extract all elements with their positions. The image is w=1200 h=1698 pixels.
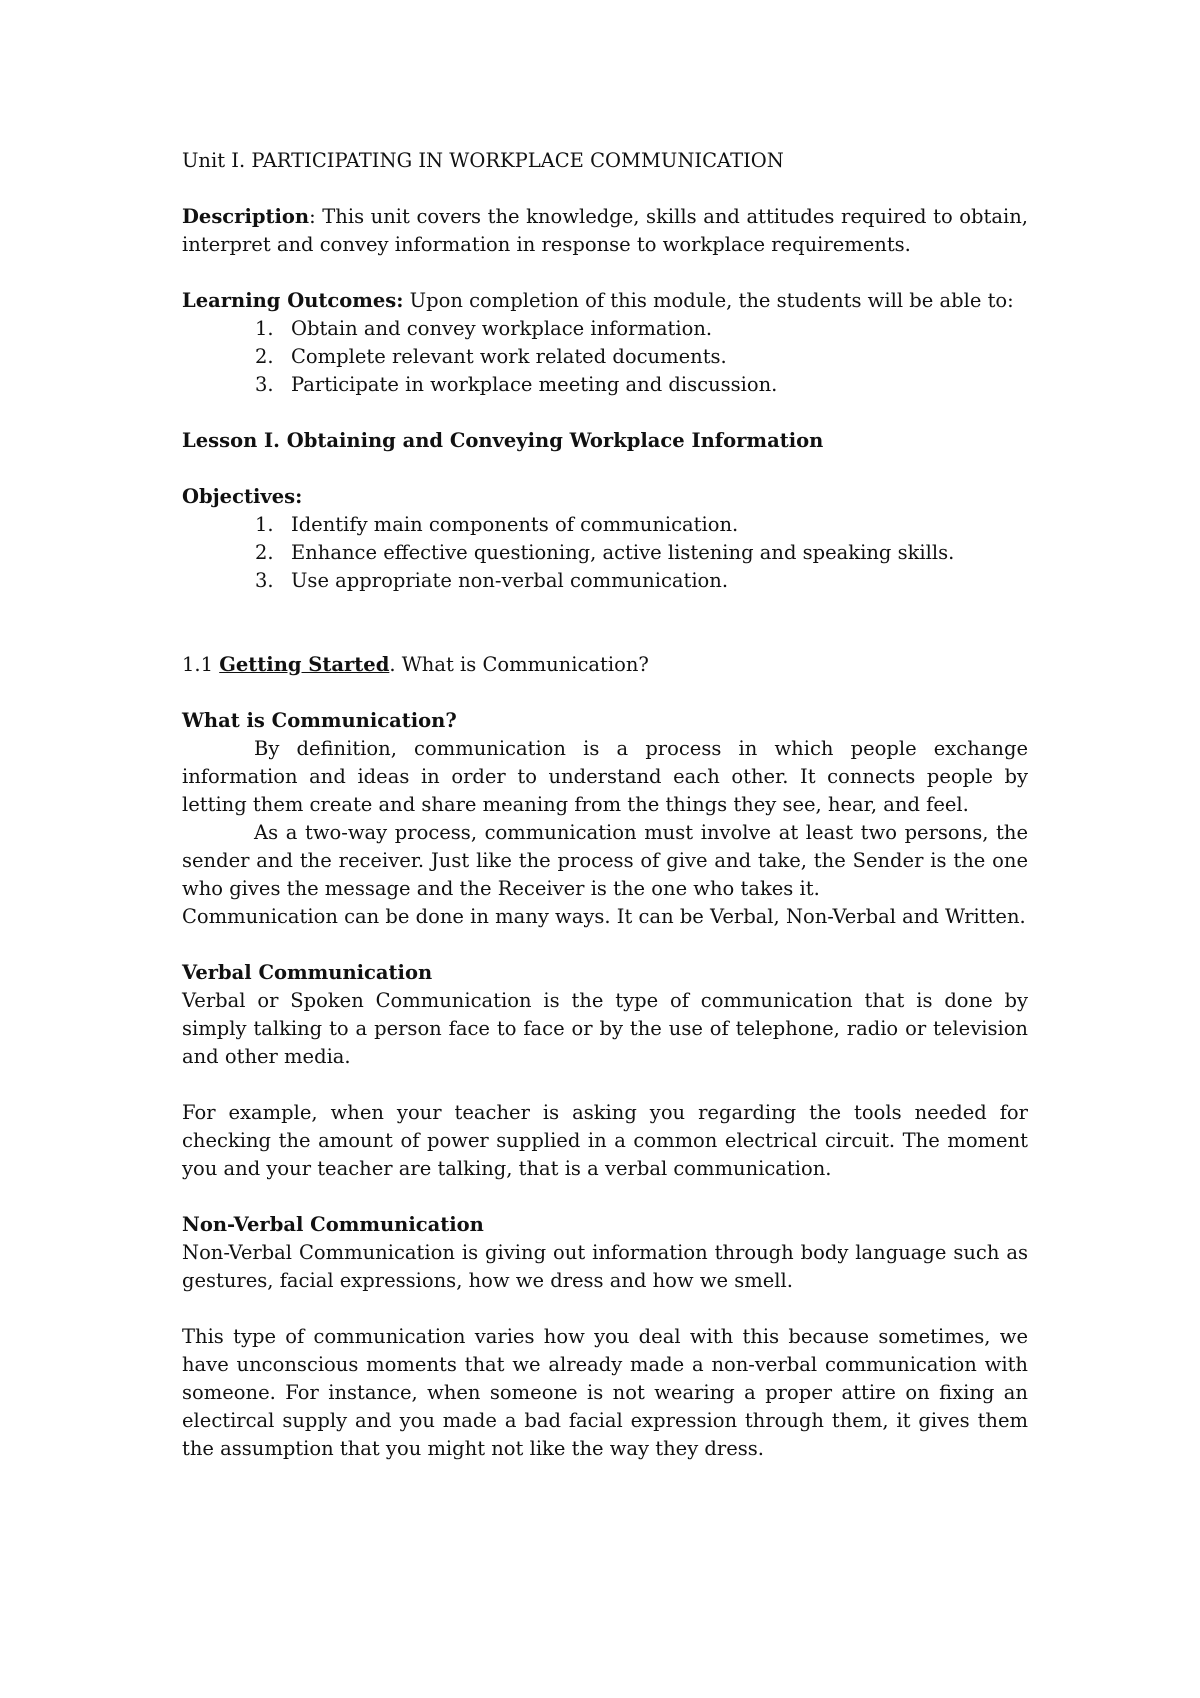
definition-paragraph: By definition, communication is a process in which people exchange information and ideas in order to understand each other. It connects people by letting them create and share meaning from the things they see, hear, and feel. [182,737,1028,816]
communication-ways-paragraph: Communication can be done in many ways. It can be Verbal, Non-Verbal and Written. [182,905,1026,928]
description-label: Description [182,205,310,228]
objectives-label: Objectives: [182,485,303,508]
list-item [182,343,1028,371]
list-item [182,539,1028,567]
learning-outcomes-intro [182,287,1028,315]
list-number: 3. [255,569,274,592]
list-item [182,315,1028,343]
getting-started-label: Getting Started [219,653,390,676]
description-text: : This unit covers the knowledge, skills and attitudes required to obtain, interpret and convey information in response to workplace requirements. [182,205,1028,256]
list-item-text: Participate in workplace meeting and discussion. [291,373,778,396]
two-way-process-paragraph: As a two-way process, communication must involve at least two persons, the sender and the receiver. Just like the process of give and take, the Sender is the one who gives the message and the Receiver is the one who takes it. [182,821,1028,900]
list-item [182,511,1028,539]
section-number: 1.1 [182,653,220,676]
nonverbal-example-paragraph: This type of communication varies how you deal with this because sometimes, we have unconscious moments that we already made a non-verbal communication with someone. For instance, when someone is not wearing a proper attire on fixing an electircal supply and you made a bad facial expression through them, it gives them the assumption that you might not like the way they dress. [182,1325,1028,1460]
nonverbal-definition-paragraph: Non-Verbal Communication is giving out information through body language such as gestures, facial expressions, how we dress and how we smell. [182,1241,1028,1292]
list-number: 1. [255,317,274,340]
objectives-list [182,511,1028,595]
description-paragraph [182,203,1028,259]
verbal-communication-heading: Verbal Communication [182,961,433,984]
list-number: 1. [255,513,274,536]
learning-outcomes-label: Learning Outcomes: [182,289,404,312]
document-body [182,147,1028,1463]
list-number: 2. [255,541,274,564]
verbal-example-paragraph: For example, when your teacher is asking you regarding the tools needed for checking the amount of power supplied in a common electrical circuit. The moment you and your teacher are talking, that is a verbal communication. [182,1101,1028,1180]
verbal-definition-paragraph: Verbal or Spoken Communication is the type of communication that is done by simply talking to a person face to face or by the use of telephone, radio or television and other media. [182,989,1028,1068]
learning-outcomes-text: Upon completion of this module, the students will be able to: [403,289,1014,312]
list-item-text: Obtain and convey workplace information. [291,317,713,340]
unit-title: Unit I. PARTICIPATING IN WORKPLACE COMMUNICATION [182,149,784,172]
list-item-text: Use appropriate non-verbal communication. [291,569,729,592]
list-number: 2. [255,345,274,368]
list-item [182,371,1028,399]
learning-outcomes-list [182,315,1028,399]
list-item [182,567,1028,595]
list-number: 3. [255,373,274,396]
list-item-text: Identify main components of communication. [291,513,739,536]
lesson-title: Lesson I. Obtaining and Conveying Workplace Information [182,429,824,452]
list-item-text: Enhance effective questioning, active listening and speaking skills. [291,541,955,564]
list-item-text: Complete relevant work related documents. [291,345,727,368]
getting-started-text: . What is Communication? [389,653,649,676]
nonverbal-communication-heading: Non-Verbal Communication [182,1213,484,1236]
what-is-communication-heading: What is Communication? [182,709,457,732]
getting-started-heading [182,651,1028,679]
